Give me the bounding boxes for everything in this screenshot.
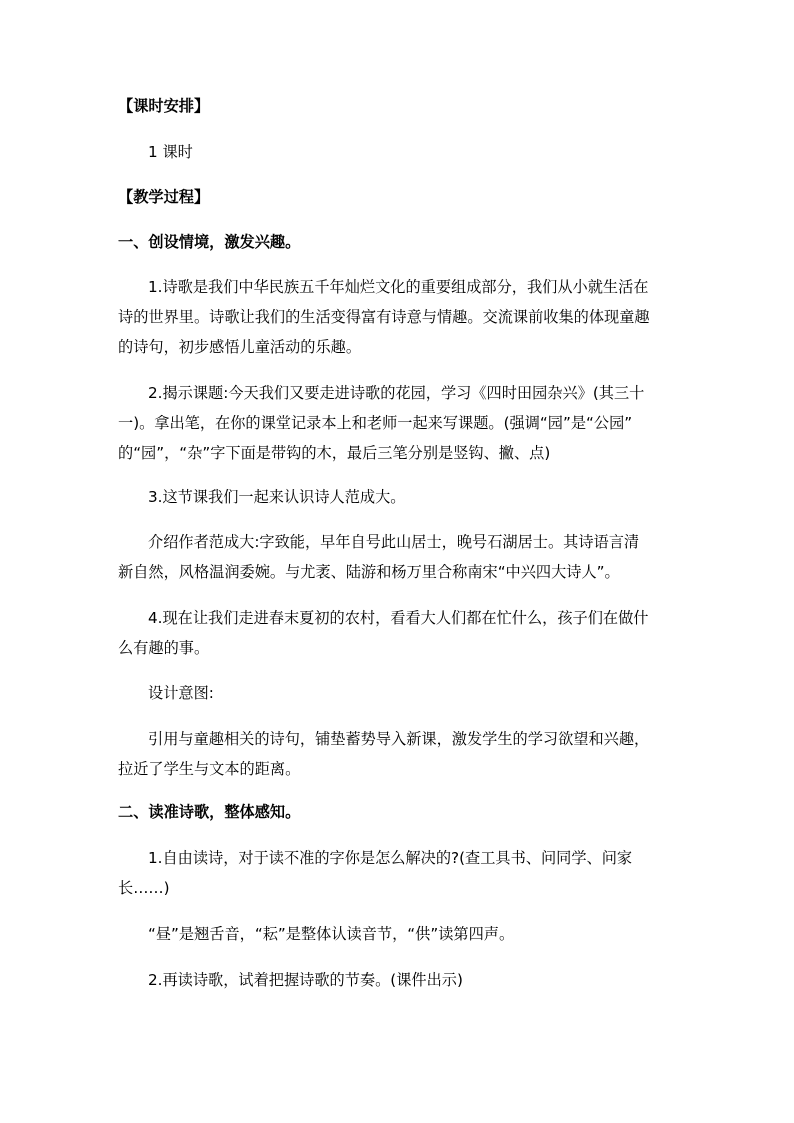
heading-schedule: 【课时安排】 (118, 97, 210, 115)
section2-p1-line1: 1.自由读诗，对于读不准的字你是怎么解决的?(查工具书、问同学、问家 (148, 849, 633, 867)
section1-p5-line1: 4.现在让我们走进春末夏初的农村，看看大人们都在忙什么，孩子们在做什 (148, 609, 649, 627)
section1-p1-line3: 的诗句，初步感悟儿童活动的乐趣。 (118, 338, 361, 356)
heading-process: 【教学过程】 (118, 188, 210, 206)
design-intent-label: 设计意图: (148, 684, 214, 702)
section2-p1-line2: 长……) (118, 879, 170, 897)
section1-p4-line1: 介绍作者范成大:字致能，早年自号此山居士，晚号石湖居士。其诗语言清 (148, 533, 640, 551)
section1-p2-line2: 一)。拿出笔，在你的课堂记录本上和老师一起来写课题。(强调“园”是“公园” (118, 414, 633, 432)
design-intent-line2: 拉近了学生与文本的距离。 (118, 760, 301, 778)
section1-title: 一、创设情境，激发兴趣。 (118, 233, 301, 251)
section2-p3: 2.再读诗歌，试着把握诗歌的节奏。(课件出示) (148, 971, 463, 989)
section1-p2-line1: 2.揭示课题:今天我们又要走进诗歌的花园，学习《四时田园杂兴》(其三十 (148, 384, 645, 402)
section2-title: 二、读准诗歌，整体感知。 (118, 803, 301, 821)
section1-p5-line2: 么有趣的事。 (118, 639, 210, 657)
section1-p3: 3.这节课我们一起来认识诗人范成大。 (148, 488, 406, 506)
section1-p1-line2: 诗的世界里。诗歌让我们的生活变得富有诗意与情趣。交流课前收集的体现童趣 (118, 308, 650, 326)
section1-p1-line1: 1.诗歌是我们中华民族五千年灿烂文化的重要组成部分，我们从小就生活在 (148, 278, 649, 296)
section2-p2: “昼”是翘舌音，“耘”是整体认读音节，“供”读第四声。 (148, 925, 515, 943)
section1-p4-line2: 新自然，风格温润委婉。与尤袤、陆游和杨万里合称南宋“中兴四大诗人”。 (118, 563, 620, 581)
schedule-value: 1 课时 (148, 143, 193, 161)
section1-p2-line3: 的“园”，“杂”字下面是带钩的木，最后三笔分别是竖钩、撇、点) (118, 444, 551, 462)
design-intent-line1: 引用与童趣相关的诗句，铺垫蓄势导入新课，激发学生的学习欲望和兴趣， (148, 730, 650, 748)
